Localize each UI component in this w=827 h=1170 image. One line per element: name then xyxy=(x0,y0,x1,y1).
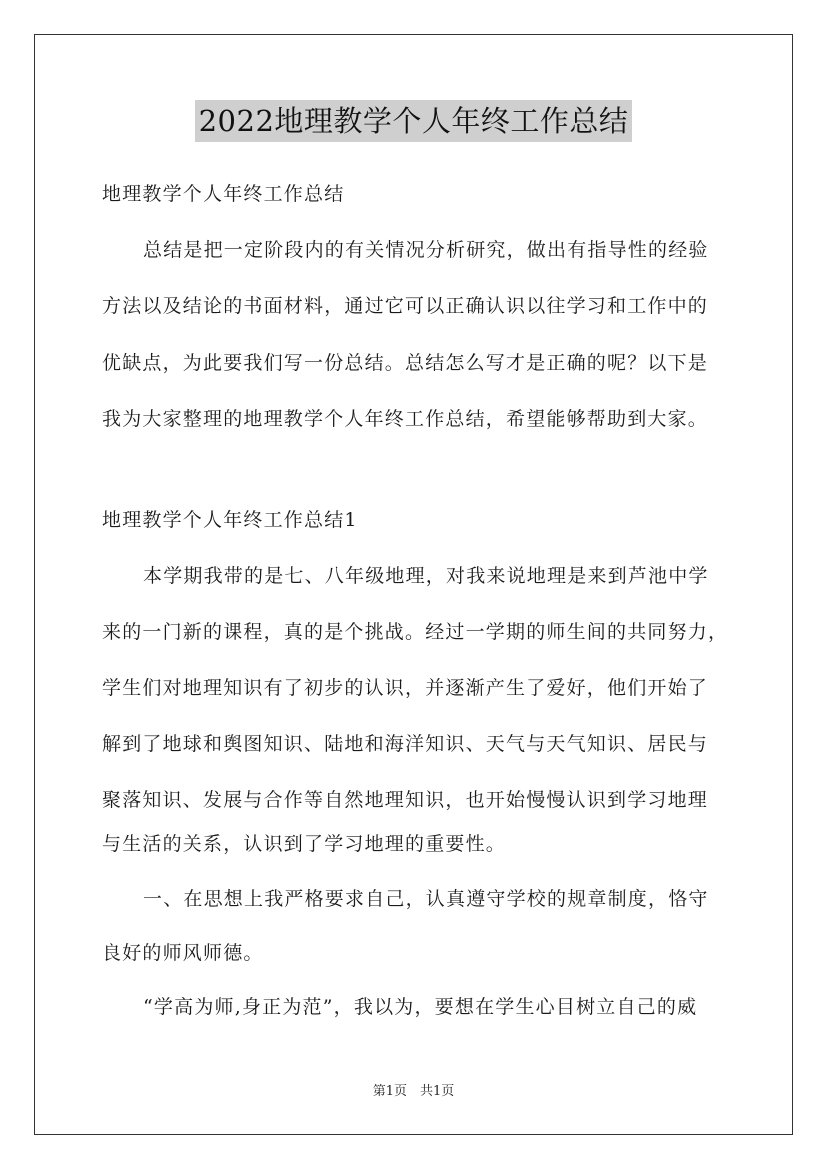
point-line-2: 良好的师风师德。 xyxy=(102,942,264,964)
document-subtitle: 地理教学个人年终工作总结 xyxy=(102,183,345,205)
section-line-3: 学生们对地理知识有了初步的认识，并逐渐产生了爱好，他们开始了 xyxy=(102,677,709,699)
quote-line: “学高为师,身正为范”，我以为，要想在学生心目树立自己的威 xyxy=(143,996,698,1018)
intro-line-3: 优缺点，为此要我们写一份总结。总结怎么写才是正确的呢？以下是 xyxy=(102,352,709,374)
title-wrap xyxy=(0,100,827,142)
section-line-6: 与生活的关系，认识到了学习地理的重要性。 xyxy=(102,833,507,855)
section-line-5: 聚落知识、发展与合作等自然地理知识，也开始慢慢认识到学习地理 xyxy=(102,789,709,811)
section-heading: 地理教学个人年终工作总结1 xyxy=(102,509,358,531)
section-line-2: 来的一门新的课程，真的是个挑战。经过一学期的师生间的共同努力， xyxy=(102,621,729,643)
intro-line-2: 方法以及结论的书面材料，通过它可以正确认识以往学习和工作中的 xyxy=(102,295,709,317)
page-footer: 第1页 共1页 xyxy=(372,1084,455,1099)
point-line-1: 一、在思想上我严格要求自己，认真遵守学校的规章制度，恪守 xyxy=(143,888,709,910)
section-line-1: 本学期我带的是七、八年级地理，对我来说地理是来到芦池中学 xyxy=(143,565,709,587)
intro-line-1: 总结是把一定阶段内的有关情况分析研究，做出有指导性的经验 xyxy=(143,239,709,261)
intro-line-4: 我为大家整理的地理教学个人年终工作总结，希望能够帮助到大家。 xyxy=(102,408,709,430)
document-title: 2022地理教学个人年终工作总结 xyxy=(195,100,633,142)
section-line-4: 解到了地球和舆图知识、陆地和海洋知识、天气与天气知识、居民与 xyxy=(102,733,709,755)
